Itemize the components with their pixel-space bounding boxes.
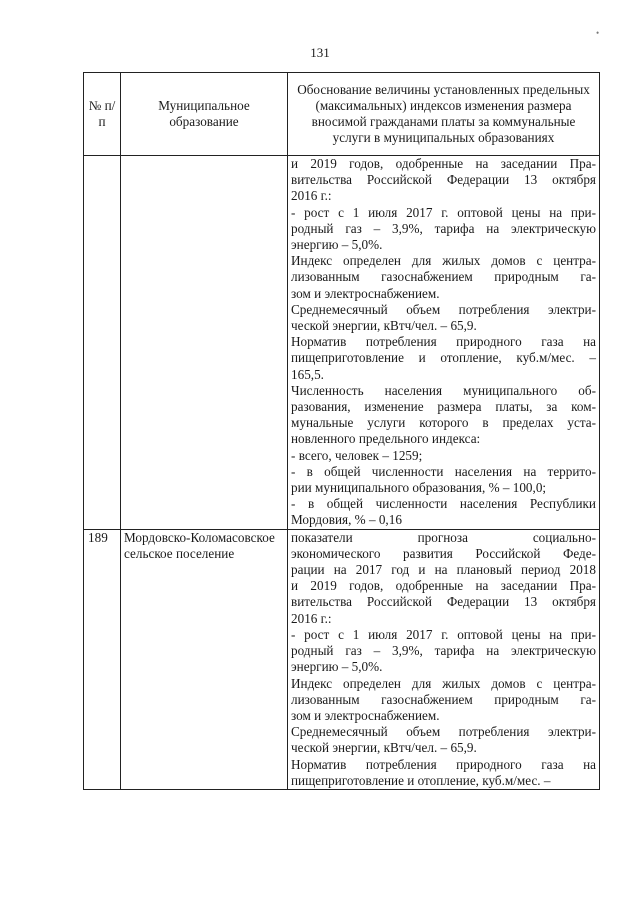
row-number: 189 [84,529,121,789]
text-line: лизованным газоснабжением природным га- [291,269,596,285]
table-header-row [84,73,600,156]
data-table [83,72,600,790]
scan-mark: • [596,28,600,38]
header-municipality: Муниципальное образование [121,73,288,156]
text-line: - всего, человек – 1259; [291,447,423,463]
text-line: Среднемесячный объем потребления электри- [291,724,596,740]
text-line: 2016 г.: [291,188,332,204]
text-line: рации на 2017 год и на плановый период 2018 [291,562,596,578]
justification-text [288,529,600,789]
text-line: вительства Российской Федерации 13 октября [291,172,596,188]
text-line: лизованным газоснабжением природным га- [291,691,596,707]
text-line: мунальные услуги которого в пределах уста- [291,415,596,431]
text-line: 2016 г.: [291,610,332,626]
text-line: пищеприготовление и отопление, куб.м/мес. – [291,772,551,788]
text-line: родный газ – 3,9%, тарифа на электрическую [291,220,596,236]
text-line: пищеприготовление и отопление, куб.м/мес. – [291,350,596,366]
text-line: новленного предельного индекса: [291,431,481,447]
text-line: ческой энергии, кВтч/чел. – 65,9. [291,318,477,334]
municipality-name: Мордовско-Коломасовское сельское поселение [121,529,288,789]
text-line: 165,5. [291,366,324,382]
text-line: зом и электроснабжением. [291,285,440,301]
text-line: - рост с 1 июля 2017 г. оптовой цены на при- [291,204,596,220]
table-row [84,529,600,789]
text-line: рии муниципального образования, % – 100,0; [291,480,547,496]
header-justification: Обоснование величины установленных предельных (максимальных) индексов изменения размера вносимой гражданами платы за коммунальные услуги в муниципальных образованиях [288,73,600,156]
text-line: показатели прогноза социально- [291,529,596,545]
text-line: энергию – 5,0%. [291,659,383,675]
text-line: Среднемесячный объем потребления электри- [291,301,596,317]
text-line: и 2019 годов, одобренные на заседании Пра- [291,156,596,171]
text-line: родный газ – 3,9%, тарифа на электрическую [291,643,596,659]
text-line: ческой энергии, кВтч/чел. – 65,9. [291,740,477,756]
text-line: Норматив потребления природного газа на [291,334,596,350]
justification-text [288,156,600,530]
text-line: зом и электроснабжением. [291,707,440,723]
header-num: № п/п [84,73,121,156]
table-row [84,156,600,530]
text-line: - в общей численности населения на террито- [291,463,596,479]
municipality-name [121,156,288,530]
page-number: 131 [310,45,330,60]
text-line: и 2019 годов, одобренные на заседании Пра- [291,578,596,594]
text-line: Численность населения муниципального об- [291,382,596,398]
text-line: энергию – 5,0%. [291,237,383,253]
text-line: Индекс определен для жилых домов с центра- [291,253,596,269]
text-line: Индекс определен для жилых домов с центра- [291,675,596,691]
text-line: Мордовия, % – 0,16 [291,512,402,528]
text-line: экономического развития Российской Феде- [291,545,596,561]
text-line: Норматив потребления природного газа на [291,756,596,772]
text-line: - рост с 1 июля 2017 г. оптовой цены на при- [291,626,596,642]
text-line: вительства Российской Федерации 13 октября [291,594,596,610]
text-line: - в общей численности населения Республики [291,496,596,512]
row-number [84,156,121,530]
text-line: разования, изменение размера платы, за ком- [291,399,596,415]
